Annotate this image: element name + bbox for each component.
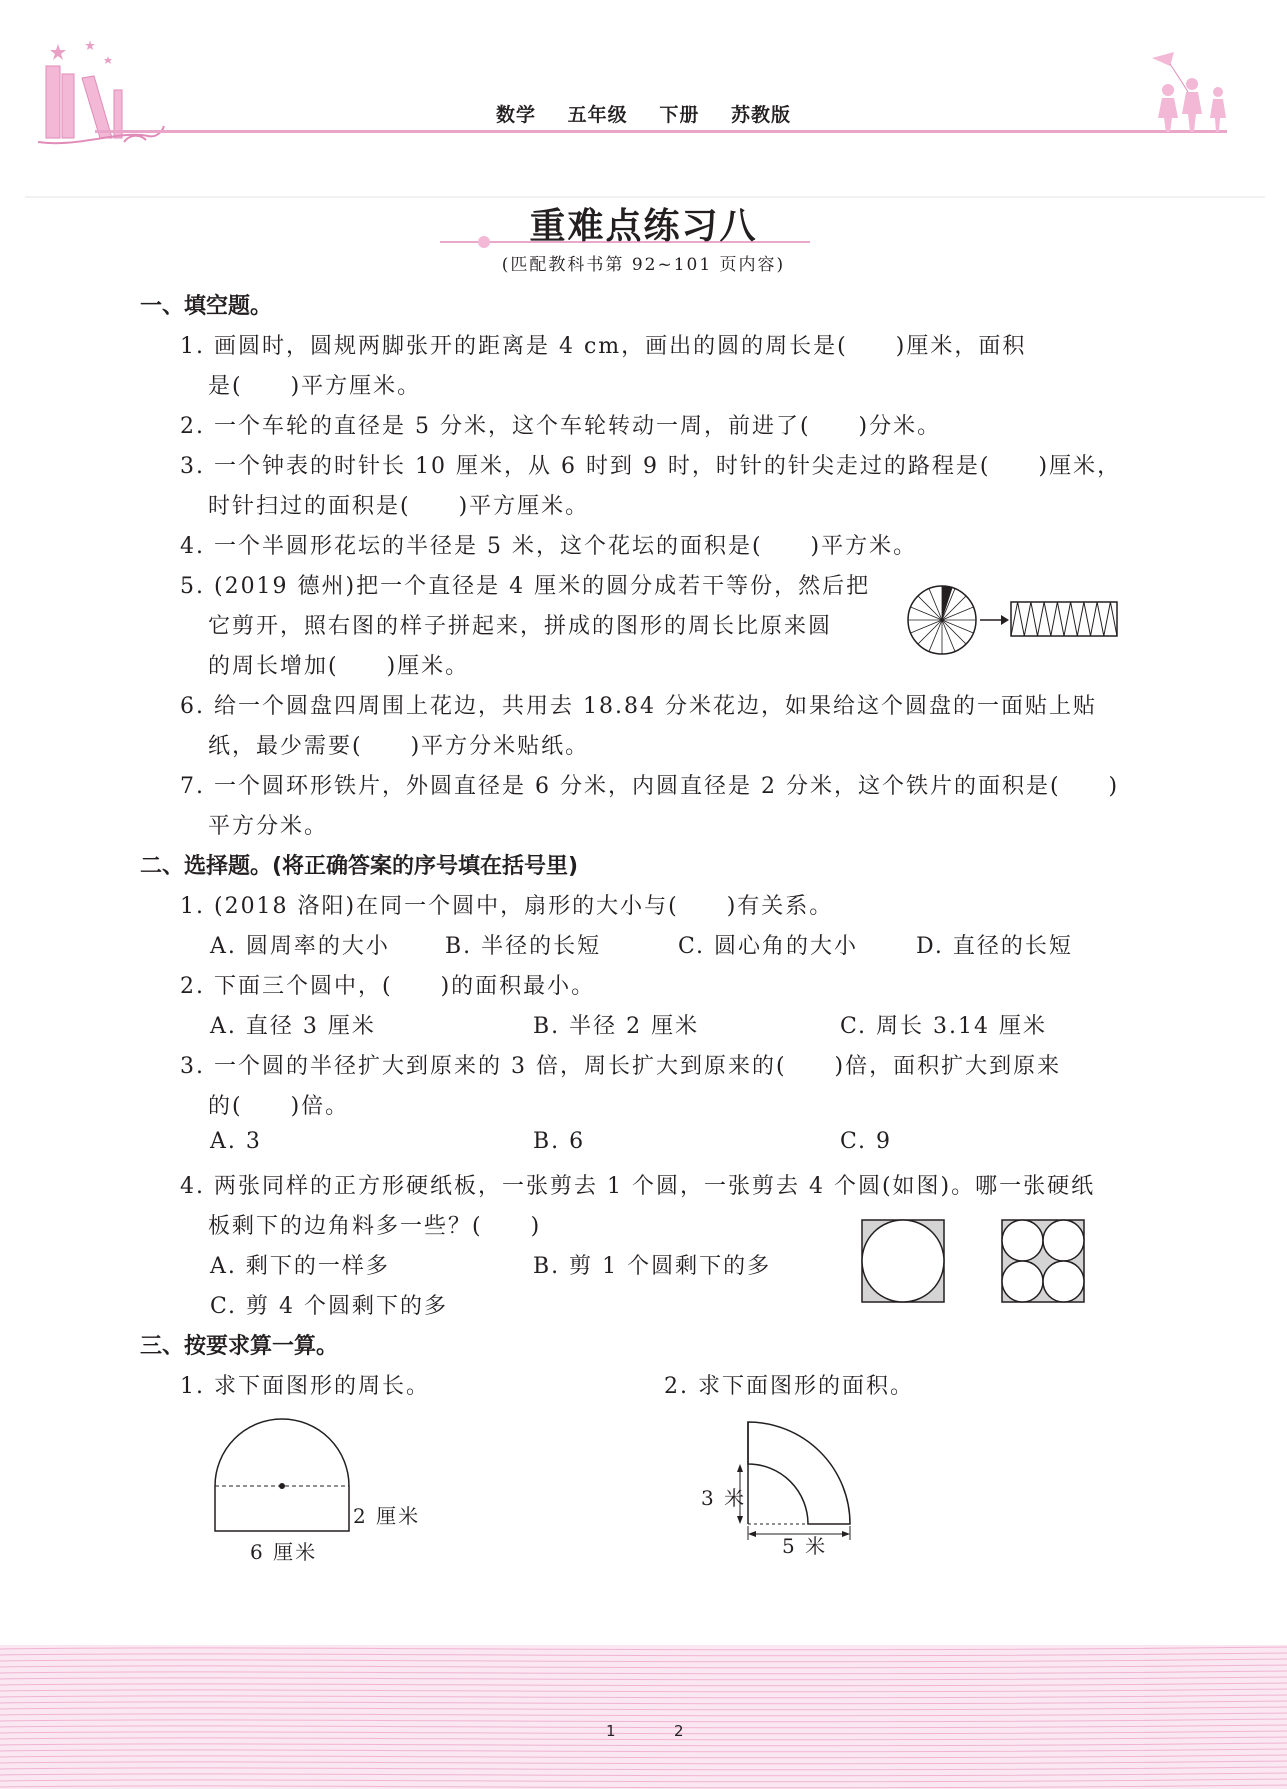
section1-heading: 一、填空题。 — [140, 294, 273, 319]
header-grade: 五年级 — [567, 104, 628, 126]
s2-q4-option-a: A. 剩下的一样多 — [210, 1254, 390, 1279]
s2-q4-line2: 板剩下的边角料多一些？( ) — [208, 1214, 542, 1239]
s2-q1-option-b: B. 半径的长短 — [445, 934, 602, 959]
s2-q1-option-d: D. 直径的长短 — [916, 934, 1073, 959]
square-one-circle-icon — [862, 1220, 944, 1302]
s2-q4-option-c: C. 剪 4 个圆剩下的多 — [210, 1294, 449, 1319]
s2-q3-option-b: B. 6 — [533, 1129, 586, 1154]
s2-q3-option-c: C. 9 — [840, 1129, 893, 1154]
fig2-outer-label: 5 米 — [782, 1534, 828, 1558]
s2-q3-option-a: A. 3 — [210, 1129, 262, 1154]
page-number-right: 2 — [674, 1722, 684, 1740]
s1-line: 是( )平方厘米。 — [208, 374, 422, 399]
s1-line: 3. 一个钟表的时针长 10 厘米，从 6 时到 9 时，时针的针尖走过的路程是( )厘米， — [180, 454, 1122, 479]
s2-q2-option-b: B. 半径 2 厘米 — [533, 1014, 700, 1039]
s1-line: 它剪开，照右图的样子拼起来，拼成的图形的周长比原来圆 — [208, 614, 833, 639]
header-rule — [95, 130, 1227, 133]
header-title — [0, 100, 1287, 127]
semicircle-rectangle-figure — [205, 1410, 355, 1540]
s2-q1-option-c: C. 圆心角的大小 — [678, 934, 859, 959]
page-subtitle: (匹配教科书第 92~101 页内容) — [501, 255, 786, 275]
s1-line: 平方分米。 — [208, 814, 329, 839]
s1-line: 的周长增加( )厘米。 — [208, 654, 470, 679]
s1-line: 4. 一个半圆形花坛的半径是 5 米，这个花坛的面积是( )平方米。 — [180, 534, 918, 559]
s3-q1: 1. 求下面图形的周长。 — [180, 1374, 430, 1399]
zigzag-rectangle-icon — [1011, 602, 1117, 636]
s2-q4-option-b: B. 剪 1 个圆剩下的多 — [533, 1254, 772, 1279]
footer-wave-background — [0, 1645, 1287, 1789]
header-volume: 下册 — [659, 104, 700, 126]
section3-heading: 三、按要求算一算。 — [140, 1334, 339, 1359]
s3-q2: 2. 求下面图形的面积。 — [664, 1374, 914, 1399]
s1-line: 时针扫过的面积是( )平方厘米。 — [208, 494, 590, 519]
title-underline-icon — [440, 236, 810, 248]
s2-q2-option-c: C. 周长 3.14 厘米 — [840, 1014, 1048, 1039]
circle-to-rectangle-figure — [905, 582, 1120, 660]
s2-q4-line1: 4. 两张同样的正方形硬纸板，一张剪去 1 个圆，一张剪去 4 个圆(如图)。哪一张硬纸 — [180, 1174, 1096, 1199]
sector-circle-icon — [908, 586, 976, 654]
arrow-head-icon — [1001, 615, 1009, 625]
s2-q2: 2. 下面三个圆中，( )的面积最小。 — [180, 974, 596, 999]
s1-line: 1. 画圆时，圆规两脚张开的距离是 4 cm，画出的圆的周长是( )厘米，面积 — [180, 334, 1027, 359]
s1-line: 6. 给一个圆盘四周围上花边，共用去 18.84 分米花边，如果给这个圆盘的一面贴上贴 — [180, 694, 1097, 719]
square-four-circles-icon — [1002, 1220, 1084, 1302]
quarter-ring-figure — [730, 1410, 860, 1545]
header-subject: 数学 — [496, 104, 537, 126]
s2-q1-option-a: A. 圆周率的大小 — [210, 934, 390, 959]
fig1-height-label: 2 厘米 — [353, 1504, 421, 1528]
fig2-inner-label: 3 米 — [701, 1486, 747, 1510]
s1-line: 5. (2019 德州)把一个直径是 4 厘米的圆分成若干等份，然后把 — [180, 574, 871, 599]
kids-kite-decoration-icon — [1148, 52, 1238, 132]
fig1-width-label: 6 厘米 — [250, 1540, 318, 1564]
page-title: 重难点练习八 — [529, 206, 758, 247]
s2-q2-option-a: A. 直径 3 厘米 — [210, 1014, 376, 1039]
page-header — [0, 0, 1287, 200]
page-number-left: 1 — [606, 1722, 616, 1740]
section2-heading: 二、选择题。(将正确答案的序号填在括号里) — [140, 854, 579, 879]
s1-line: 7. 一个圆环形铁片，外圆直径是 6 分米，内圆直径是 2 分米，这个铁片的面积是( ) — [180, 774, 1120, 799]
s2-q1: 1. (2018 洛阳)在同一个圆中，扇形的大小与( )有关系。 — [180, 894, 834, 919]
s2-q3-line1: 3. 一个圆的半径扩大到原来的 3 倍，周长扩大到原来的( )倍，面积扩大到原来 — [180, 1054, 1062, 1079]
s1-line: 2. 一个车轮的直径是 5 分米，这个车轮转动一周，前进了( )分米。 — [180, 414, 942, 439]
header-edition: 苏教版 — [730, 104, 791, 126]
s1-line: 纸，最少需要( )平方分米贴纸。 — [208, 734, 590, 759]
s2-q3-line2: 的( )倍。 — [208, 1094, 350, 1119]
square-circles-figure — [860, 1218, 1090, 1304]
